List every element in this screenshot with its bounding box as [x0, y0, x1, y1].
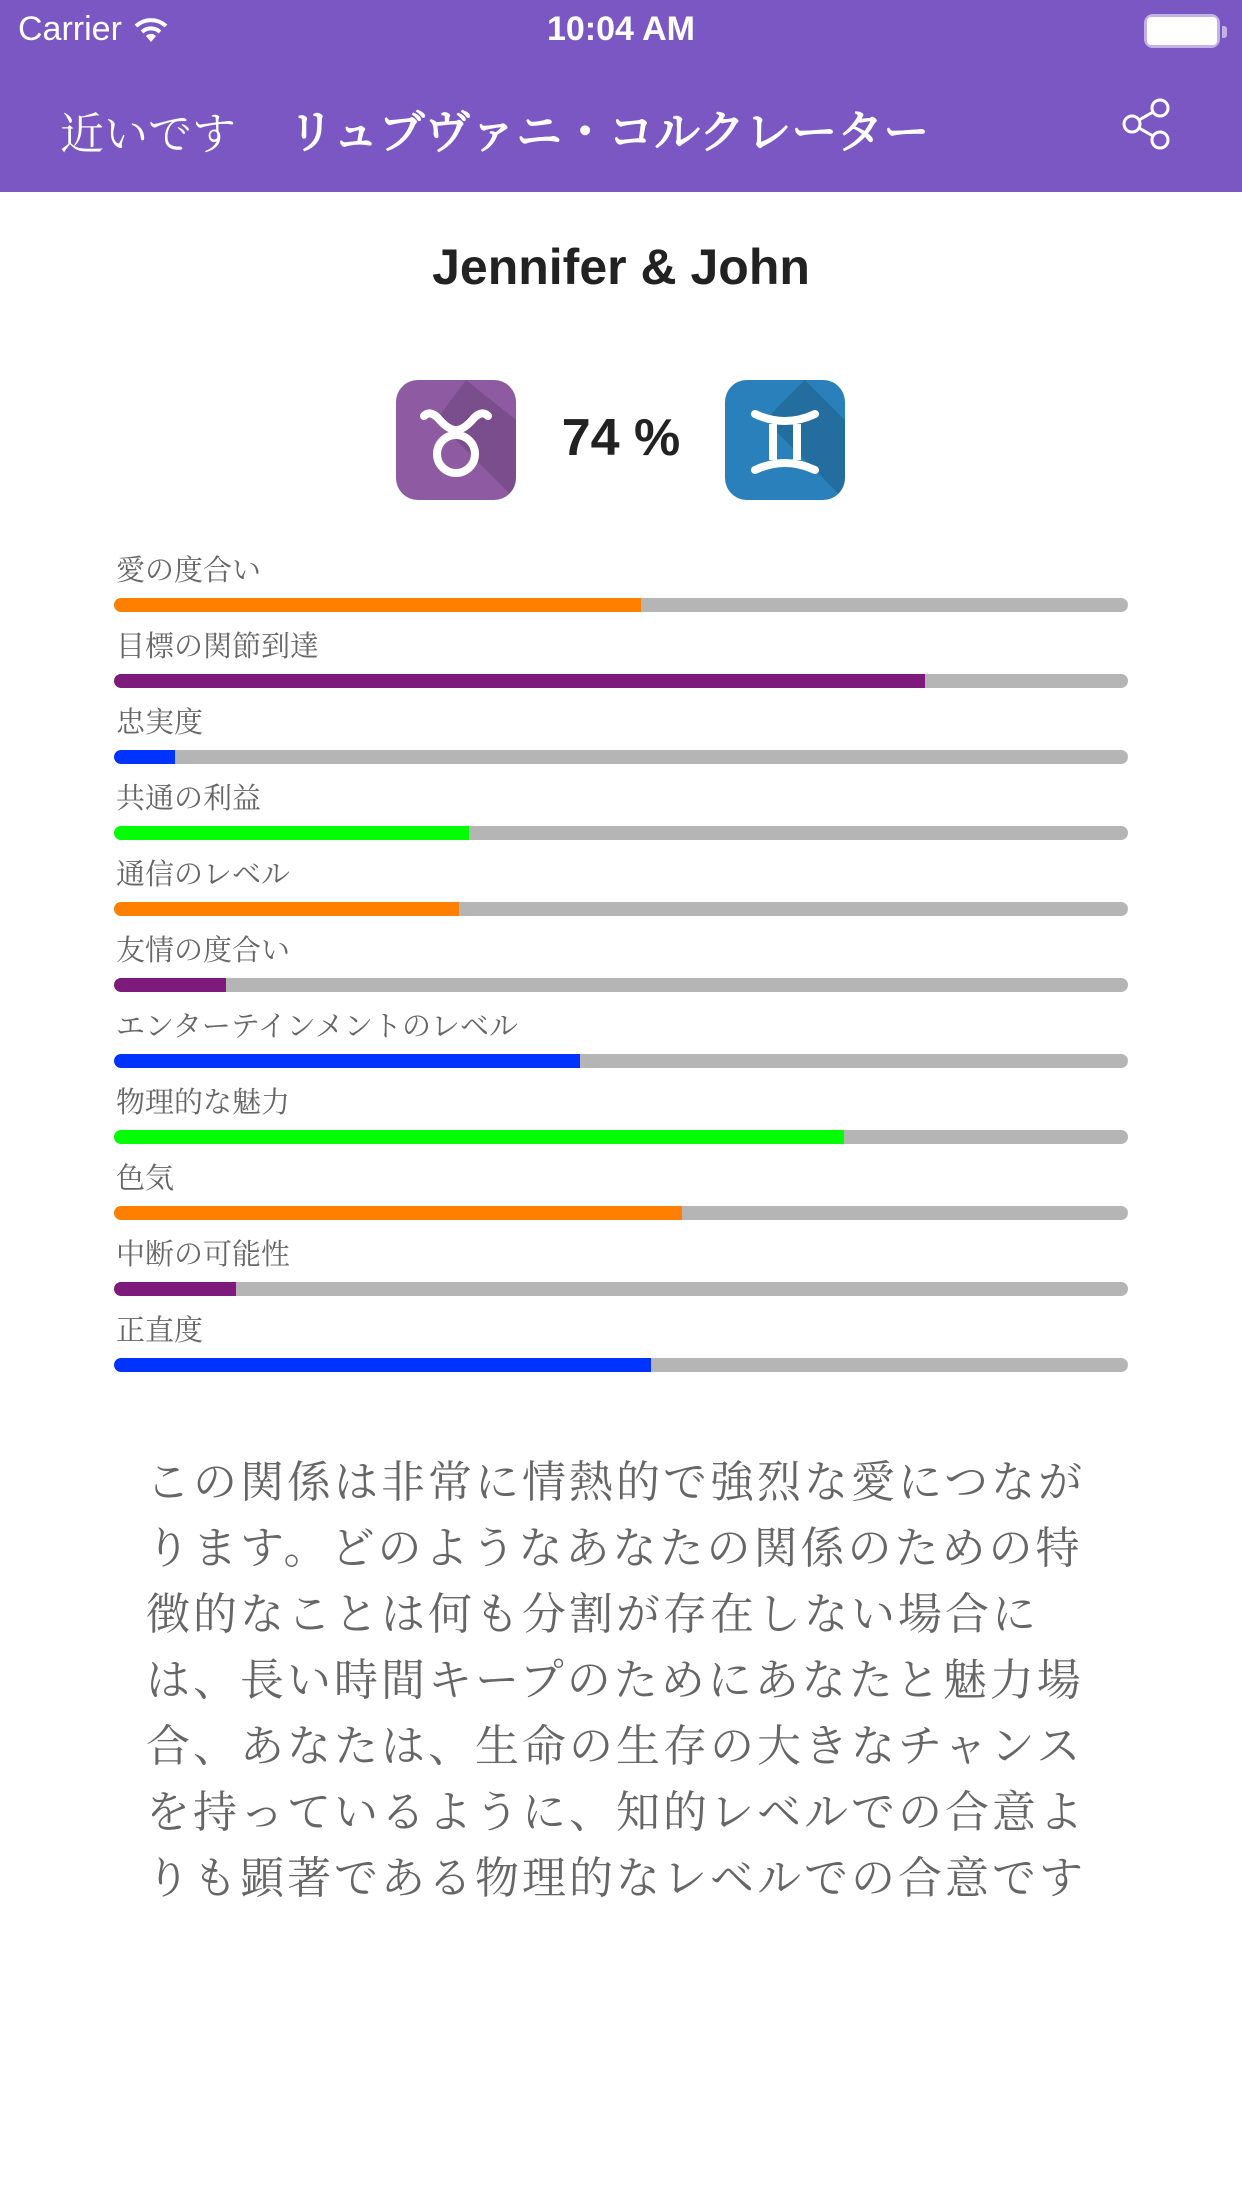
carrier-label: Carrier [18, 10, 122, 48]
bar-label: 共通の利益 [116, 781, 262, 815]
status-bar [0, 0, 1242, 60]
progress-fill [114, 1130, 844, 1144]
progress-fill [114, 750, 175, 764]
progress-fill [114, 598, 641, 612]
share-icon[interactable] [1120, 96, 1176, 152]
bar-row [114, 548, 1128, 624]
description-text: この関係は非常に情熱的で強烈な愛につながります。どのようなあなたの関係のための特徴的なことは何も分割が存在しない場合には、長い時間キープのためにあなたと魅力場合、あなたは、生命の生存の大きなチャンスを持っているように、知的レベルでの合意よりも顕著である物理的なレベルでの合意です [146, 1457, 1086, 1904]
progress-fill [114, 826, 469, 840]
gemini-icon [725, 380, 845, 500]
bar-row [114, 1156, 1128, 1232]
bar-label: 通信のレベル [116, 857, 291, 891]
battery-icon [1144, 14, 1220, 48]
clock: 10:04 AM [546, 10, 696, 48]
bar-row [114, 1004, 1128, 1080]
bar-row [114, 852, 1128, 928]
progress-fill [114, 674, 925, 688]
compatibility-bars [114, 548, 1128, 1384]
progress-track [114, 826, 1128, 840]
progress-fill [114, 1054, 580, 1068]
progress-fill [114, 902, 459, 916]
bar-label: 色気 [116, 1161, 175, 1195]
bar-row [114, 1080, 1128, 1156]
taurus-icon [396, 380, 516, 500]
bar-row [114, 776, 1128, 852]
bar-row [114, 700, 1128, 776]
progress-track [114, 1130, 1128, 1144]
bar-row [114, 624, 1128, 700]
progress-track [114, 598, 1128, 612]
bar-row [114, 928, 1128, 1004]
match-summary [0, 380, 1242, 500]
bar-label: 正直度 [116, 1313, 204, 1347]
match-percent: 74 % [561, 409, 681, 467]
bar-label: 物理的な魅力 [116, 1085, 291, 1119]
progress-fill [114, 978, 226, 992]
progress-track [114, 1358, 1128, 1372]
header [0, 0, 1242, 192]
progress-fill [114, 1206, 682, 1220]
couple-names: Jennifer & John [432, 239, 810, 295]
progress-fill [114, 1282, 236, 1296]
bar-label: 愛の度合い [116, 553, 262, 587]
bar-label: エンターテインメントのレベル [116, 1009, 518, 1043]
progress-track [114, 1054, 1128, 1068]
progress-track [114, 1206, 1128, 1220]
bar-row [114, 1232, 1128, 1308]
progress-fill [114, 1358, 651, 1372]
progress-track [114, 674, 1128, 688]
progress-track [114, 750, 1128, 764]
bar-label: 中断の可能性 [116, 1237, 291, 1271]
bar-row [114, 1308, 1128, 1384]
bar-label: 目標の関節到達 [116, 629, 320, 663]
bar-label: 忠実度 [116, 705, 204, 739]
nav-bar [0, 60, 1242, 192]
progress-track [114, 1282, 1128, 1296]
progress-track [114, 978, 1128, 992]
page-title: リュブヴァニ・コルクレーター [288, 105, 930, 159]
progress-track [114, 902, 1128, 916]
back-button[interactable]: 近いです [60, 109, 236, 160]
bar-label: 友情の度合い [116, 933, 291, 967]
